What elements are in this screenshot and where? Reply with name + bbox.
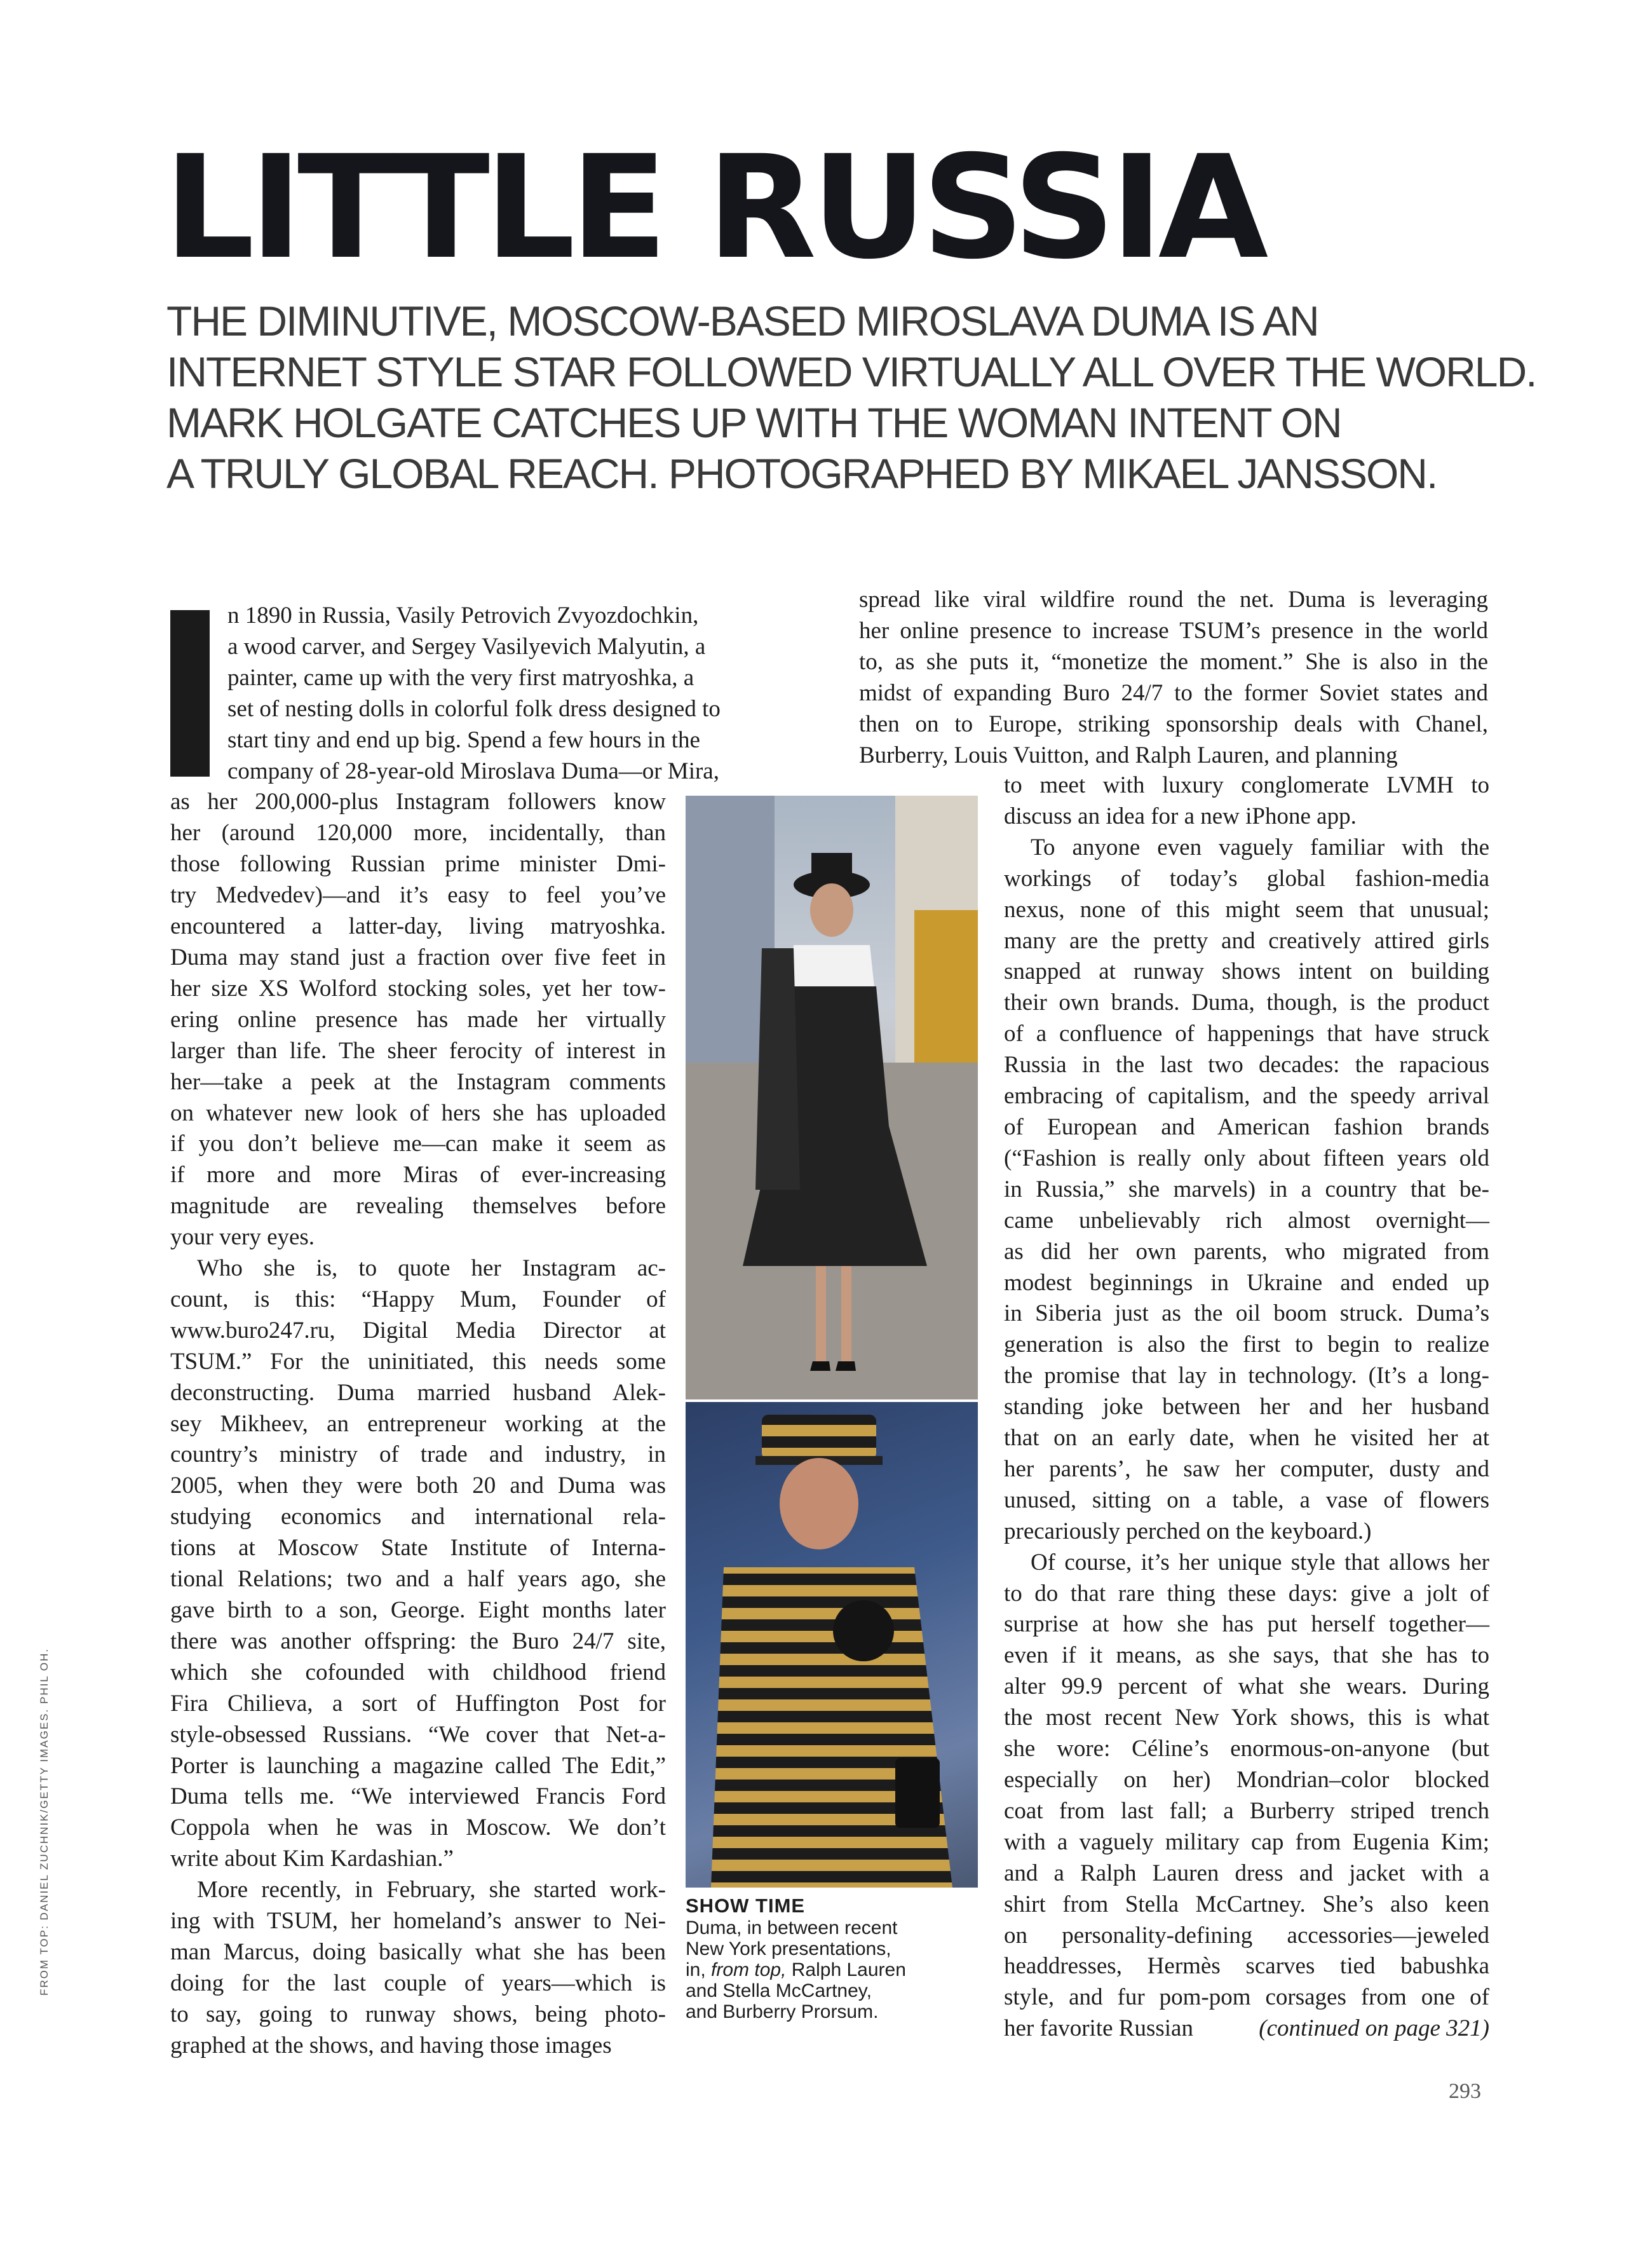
body-text-line: Coppola when he was in Moscow. We don’t — [170, 1814, 666, 1841]
body-text-line: her (around 120,000 more, incidentally, than — [170, 820, 666, 847]
body-text-line: Duma tells me. “We interviewed Francis Ford — [170, 1783, 666, 1810]
body-text-line: Who she is, to quote her Instagram ac- — [197, 1255, 666, 1282]
body-text-line: in Siberia just as the oil boom struck. Duma’s — [1004, 1300, 1489, 1327]
body-text-line: surprise at how she has put herself together— — [1004, 1611, 1489, 1638]
body-text-line: of European and American fashion brands — [1004, 1113, 1489, 1140]
body-text-line: start tiny and end up big. Spend a few hours in the — [227, 726, 700, 753]
caption-text: Ralph Lauren — [786, 1959, 906, 1980]
body-text-line: modest beginnings in Ukraine and ended up — [1004, 1269, 1489, 1296]
body-text-line: Fira Chilieva, a sort of Huffington Post for — [170, 1690, 666, 1717]
body-text-line: Porter is launching a magazine called The Edit,” — [170, 1752, 666, 1779]
body-column-1 — [170, 601, 721, 2062]
body-text-line: TSUM.” For the uninitiated, this needs some — [170, 1348, 666, 1375]
deck-line: MARK HOLGATE CATCHES UP WITH THE WOMAN INTENT ON — [166, 399, 1341, 446]
body-text-line: coat from last fall; a Burberry striped trench — [1004, 1797, 1489, 1824]
body-text-line: studying economics and international rela- — [170, 1504, 666, 1530]
body-text-line: and a Ralph Lauren dress and jacket with a — [1004, 1860, 1489, 1886]
body-text-line: ering online presence has made her virtually — [170, 1006, 666, 1033]
body-text-line: gave birth to a son, George. Eight months later — [170, 1597, 666, 1623]
body-text-line: on whatever new look of hers she has uploaded — [170, 1099, 666, 1126]
body-text-line: midst of expanding Buro 24/7 to the former Soviet states and — [859, 679, 1488, 706]
body-text-line: doing for the last couple of years—which is — [170, 1970, 666, 1996]
body-text-line: she wore: Céline’s enormous-on-anyone (but — [1004, 1736, 1489, 1762]
body-text-line: that on an early date, when he visited her at — [1004, 1425, 1489, 1452]
body-text-line: snapped at runway shows intent on building — [1004, 958, 1489, 985]
caption-text: in, — [686, 1959, 712, 1980]
body-text-line: her size XS Wolford stocking soles, yet her tow- — [170, 975, 666, 1002]
body-column-2-top — [859, 585, 1488, 771]
body-text-line: many are the pretty and creatively attired girls — [1004, 927, 1489, 954]
caption-italic: from top, — [711, 1959, 787, 1980]
deck — [166, 296, 1536, 499]
body-text-line: Of course, it’s her unique style that allows her — [1031, 1549, 1489, 1576]
body-text-line: magnitude are revealing themselves before — [170, 1193, 666, 1220]
body-text-line: company of 28-year-old Miroslava Duma—or Mira, — [227, 758, 719, 784]
body-text-line: to say, going to runway shows, being photo- — [170, 2001, 666, 2027]
body-text-line: write about Kim Kardashian.” — [170, 1846, 454, 1872]
body-text-line: larger than life. The sheer ferocity of interest in — [170, 1037, 666, 1064]
body-text-line: Duma may stand just a fraction over five feet in — [170, 944, 666, 970]
body-text-line: alter 99.9 percent of what she wears. During — [1004, 1673, 1489, 1700]
body-text-line: with a vaguely military cap from Eugenia Kim; — [1004, 1828, 1489, 1855]
body-text-line: precariously perched on the keyboard.) — [1004, 1518, 1372, 1544]
body-text-line: style, and fur pom-pom corsages from one of — [1004, 1984, 1489, 2011]
body-text-line: especially on her) Mondrian–color blocked — [1004, 1767, 1489, 1793]
body-text-line: www.buro247.ru, Digital Media Director at — [170, 1317, 666, 1344]
body-text-line: tions at Moscow State Institute of Interna- — [170, 1535, 666, 1562]
body-column-3 — [1004, 770, 1489, 2045]
caption-line: Duma, in between recent — [686, 1917, 898, 1938]
body-text-line: to do that rare thing these days: give a jolt of — [1004, 1580, 1489, 1607]
body-text-line: try Medvedev)—and it’s easy to feel you’ve — [170, 882, 666, 909]
photo-credit: FROM TOP: DANIEL ZUCHNIK/GETTY IMAGES. PHIL OH. — [38, 1647, 50, 1996]
body-text-line: graphed at the shows, and having those images — [170, 2032, 612, 2059]
body-text-line: then on to Europe, striking sponsorship deals with Chanel, — [859, 711, 1488, 737]
body-text-line: spread like viral wildfire round the net. Duma is leveraging — [859, 587, 1488, 613]
body-text-line: her online presence to increase TSUM’s presence in the world — [859, 617, 1488, 644]
body-text-line: to, as she puts it, “monetize the moment.” She is also in the — [859, 648, 1488, 675]
body-text-line: unused, sitting on a table, a vase of flowers — [1004, 1487, 1489, 1513]
body-text-line: a wood carver, and Sergey Vasilyevich Malyutin, a — [227, 633, 706, 660]
headline: LITTLE RUSSIA — [164, 125, 1264, 290]
body-text-line: style-obsessed Russians. “We cover that Net-a- — [170, 1721, 666, 1748]
caption-title: SHOW TIME — [686, 1895, 806, 1917]
body-text-line: her favorite Russian (continued on page 321) — [1004, 2013, 1489, 2045]
body-text-line: as did her own parents, who migrated from — [1004, 1238, 1489, 1265]
body-text-line: the most recent New York shows, this is what — [1004, 1705, 1489, 1731]
body-text-line: the promise that lay in technology. (It’s a long- — [1004, 1363, 1489, 1389]
body-text-line: nexus, none of this might seem that unusual; — [1004, 896, 1489, 923]
caption-line: and Burberry Prorsum. — [686, 2001, 879, 2022]
body-text-line: country’s ministry of trade and industry, in — [170, 1441, 666, 1468]
body-text-line: to meet with luxury conglomerate LVMH to — [1004, 772, 1489, 798]
body-text-line: n 1890 in Russia, Vasily Petrovich Zvyozdochkin, — [227, 602, 699, 629]
photo-ralph-lauren-look — [686, 796, 978, 1399]
body-text-line: To anyone even vaguely familiar with the — [1031, 834, 1489, 861]
body-text-line: those following Russian prime minister Dmi- — [170, 851, 666, 878]
body-text-line: embracing of capitalism, and the speedy arrival — [1004, 1083, 1489, 1110]
body-text-line: discuss an idea for a new iPhone app. — [1004, 803, 1357, 829]
body-text-line: Russia in the last two decades: the rapacious — [1004, 1052, 1489, 1079]
photo-illustration-1 — [686, 796, 978, 1399]
caption-line — [686, 1959, 978, 1980]
body-text-line: came unbelievably rich almost overnight— — [1004, 1207, 1489, 1234]
body-text-line: encountered a latter-day, living matryoshka. — [170, 913, 666, 940]
body-text-line: as her 200,000-plus Instagram followers know — [170, 789, 666, 815]
deck-line: A TRULY GLOBAL REACH. PHOTOGRAPHED BY MIKAEL JANSSON. — [166, 450, 1437, 497]
body-text-line: generation is also the first to begin to realize — [1004, 1331, 1489, 1358]
caption-line: New York presentations, — [686, 1938, 891, 1959]
photo-illustration-2 — [686, 1402, 978, 1888]
body-text-line: even if it means, as she says, that she has to — [1004, 1642, 1489, 1669]
body-text-line: her—take a peek at the Instagram comments — [170, 1068, 666, 1095]
body-text-line: Burberry, Louis Vuitton, and Ralph Lauren, and planning — [859, 742, 1398, 768]
caption-line: and Stella McCartney, — [686, 1980, 872, 2001]
body-text-line: there was another offspring: the Buro 24/7 site, — [170, 1628, 666, 1654]
body-text-line: More recently, in February, she started work- — [197, 1877, 666, 1903]
photo-burberry-trench — [686, 1402, 978, 1888]
deck-line: INTERNET STYLE STAR FOLLOWED VIRTUALLY ALL OVER THE WORLD. — [166, 348, 1536, 395]
body-text-line: sey Mikheev, an entrepreneur working at the — [170, 1410, 666, 1437]
body-text-line: of a confluence of happenings that have struck — [1004, 1021, 1489, 1047]
body-text-line: (“Fashion is really only about fifteen years old — [1004, 1145, 1489, 1171]
body-text-line: on personality-defining accessories—jeweled — [1004, 1922, 1489, 1949]
body-text-line: tional Relations; two and a half years ago, she — [170, 1566, 666, 1593]
body-text-line: their own brands. Duma, though, is the product — [1004, 990, 1489, 1016]
body-text-line: her parents’, he saw her computer, dusty and — [1004, 1455, 1489, 1482]
body-text-line: which she cofounded with childhood friend — [170, 1659, 666, 1685]
body-text-line: standing joke between her and her husband — [1004, 1394, 1489, 1420]
deck-line: THE DIMINUTIVE, MOSCOW-BASED MIROSLAVA DUMA IS AN — [166, 297, 1318, 344]
body-text-line: painter, came up with the very first matryoshka, a — [227, 664, 694, 691]
continued-marker: (continued on page 321) — [1259, 2015, 1489, 2042]
body-text-line: if more and more Miras of ever-increasing — [170, 1162, 666, 1188]
body-text-line: set of nesting dolls in colorful folk dress designed to — [227, 695, 721, 722]
body-text-line: deconstructing. Duma married husband Alek- — [170, 1379, 666, 1406]
body-text-line: workings of today’s global fashion-media — [1004, 865, 1489, 892]
body-text-line: count, is this: “Happy Mum, Founder of — [170, 1286, 666, 1312]
body-text-line: ing with TSUM, her homeland’s answer to Nei- — [170, 1908, 666, 1935]
body-text-line: 2005, when they were both 20 and Duma was — [170, 1473, 666, 1499]
page-number: 293 — [1449, 2079, 1481, 2103]
photo-caption — [686, 1895, 978, 2022]
body-text-line: in Russia,” she marvels) in a country that be- — [1004, 1176, 1489, 1202]
body-text-line: headdresses, Hermès scarves tied babushka — [1004, 1953, 1489, 1980]
body-text-line: your very eyes. — [170, 1224, 315, 1251]
body-text-line: shirt from Stella McCartney. She’s also keen — [1004, 1891, 1489, 1917]
body-text-line: man Marcus, doing basically what she has been — [170, 1938, 666, 1965]
body-text-line: if you don’t believe me—can make it seem as — [170, 1131, 666, 1157]
